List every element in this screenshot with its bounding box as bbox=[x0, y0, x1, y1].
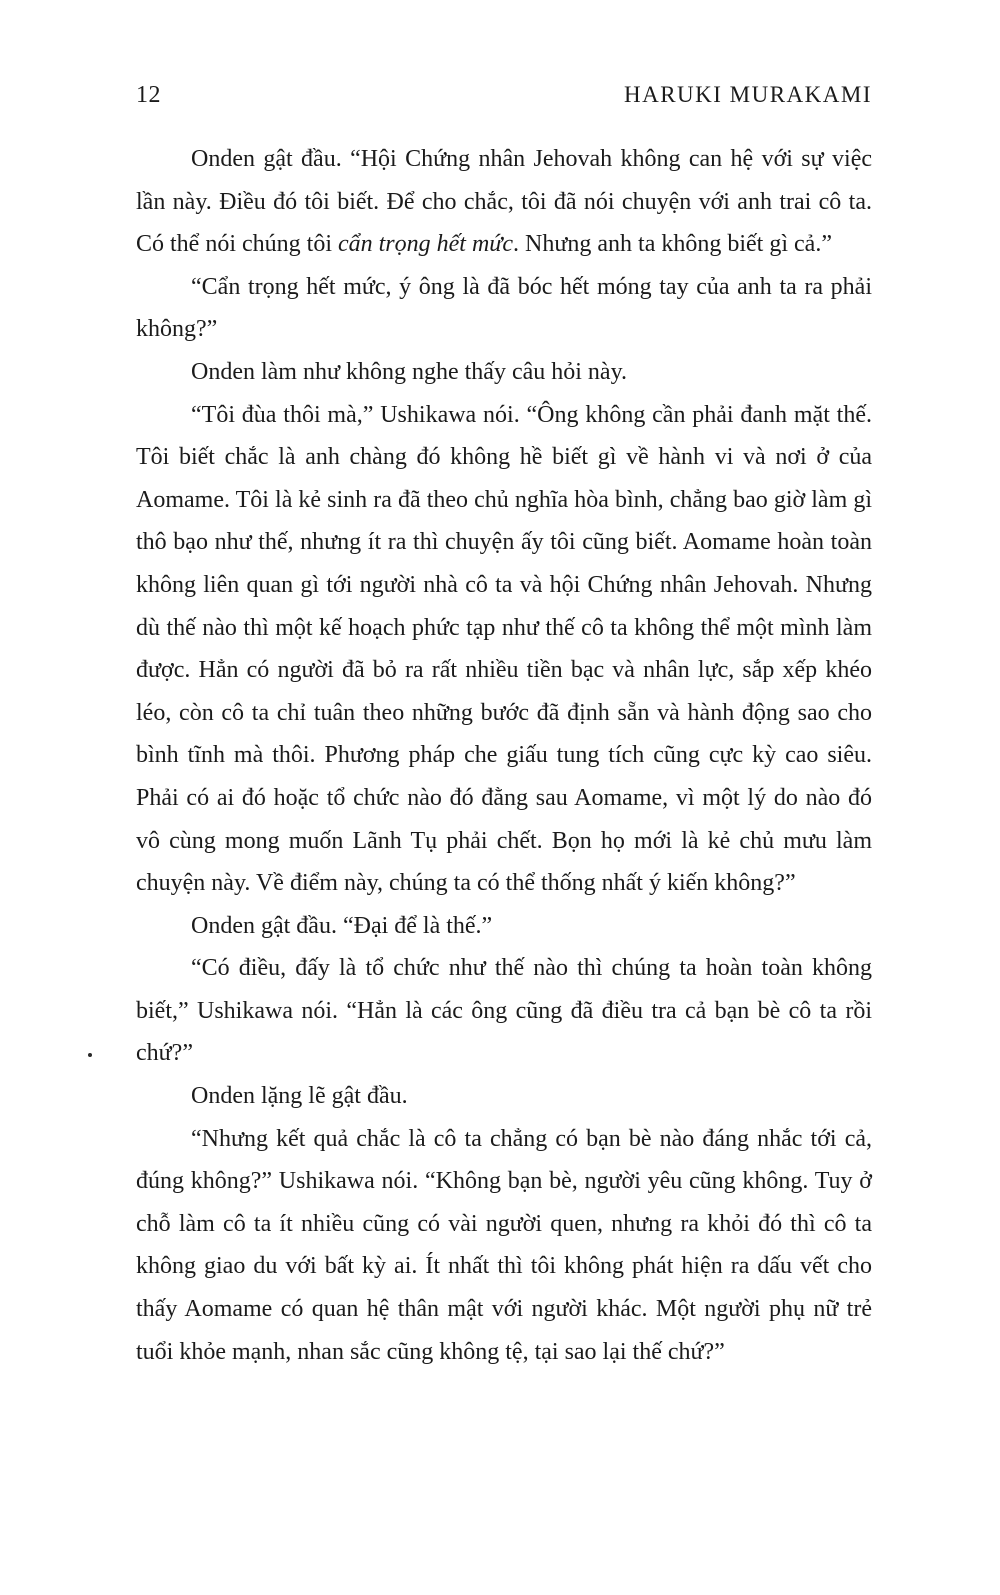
page-number: 12 bbox=[136, 82, 161, 108]
paragraph bbox=[136, 1118, 872, 1374]
text-run: . Nhưng anh ta không biết gì cả.” bbox=[513, 231, 832, 258]
paragraph bbox=[136, 351, 872, 394]
text-run: Onden làm như không nghe thấy câu hỏi này. bbox=[191, 358, 628, 385]
page-header bbox=[136, 82, 872, 109]
paragraph bbox=[136, 138, 872, 266]
text-run: “Tôi đùa thôi mà,” Ushikawa nói. “Ông không cần phải đanh mặt thế. Tôi biết chắc là anh chàng đó không hề biết gì về hành vi và nơi ở của Aomame. Tôi là kẻ sinh ra đã theo chủ nghĩa hòa bình, chẳng bao giờ làm gì thô bạo như thế, nhưng ít ra thì chuyện ấy tôi cũng biết. Aomame hoàn toàn không liên quan gì tới người nhà cô ta và hội Chứng nhân Jehovah. Nhưng dù thế nào thì một kế hoạch phức tạp như thế cô ta không thể một mình làm được. Hẳn có người đã bỏ ra rất nhiều tiền bạc và nhân lực, sắp xếp khéo léo, còn cô ta chỉ tuân theo những bước đã định sẵn và hành động sao cho bình tĩnh mà thôi. Phương pháp che giấu tung tích cũng cực kỳ cao siêu. Phải có ai đó hoặc tổ chức nào đó đằng sau Aomame, vì một lý do nào đó vô cùng mong muốn Lãnh Tụ phải chết. Bọn họ mới là kẻ chủ mưu làm chuyện này. Về điểm này, chúng ta có thể thống nhất ý kiến không?” bbox=[136, 401, 872, 897]
page-body bbox=[136, 138, 872, 1373]
paragraph bbox=[136, 394, 872, 905]
text-run: “Nhưng kết quả chắc là cô ta chẳng có bạn bè nào đáng nhắc tới cả, đúng không?” Ushikawa nói. “Không bạn bè, người yêu cũng không. Tuy ở chỗ làm cô ta ít nhiều cũng có vài người quen, nhưng ra khỏi đó thì cô ta không giao du với bất kỳ ai. Ít nhất thì tôi không phát hiện ra dấu vết cho thấy Aomame có quan hệ thân mật với người khác. Một người phụ nữ trẻ tuổi khỏe mạnh, nhan sắc cũng không tệ, tại sao lại thế chứ?” bbox=[136, 1125, 872, 1365]
text-run: “Cẩn trọng hết mức, ý ông là đã bóc hết móng tay của anh ta ra phải không?” bbox=[136, 273, 872, 343]
paragraph bbox=[136, 1075, 872, 1118]
text-run: “Có điều, đấy là tổ chức như thế nào thì chúng ta hoàn toàn không biết,” Ushikawa nói. “Hẳn là các ông cũng đã điều tra cả bạn bè cô ta rồi chứ?” bbox=[136, 955, 872, 1067]
text-run: Onden lặng lẽ gật đầu. bbox=[191, 1083, 408, 1110]
text-run: Onden gật đầu. “Hội Chứng nhân Jehovah không can hệ với sự việc lần này. Điều đó tôi biết. Để cho chắc, tôi đã nói chuyện với anh trai cô ta. Có thể nói chúng tôi bbox=[136, 146, 872, 258]
margin-mark bbox=[88, 1053, 92, 1057]
paragraph bbox=[136, 905, 872, 948]
paragraph bbox=[136, 947, 872, 1075]
italic-text: cẩn trọng hết mức bbox=[337, 231, 514, 258]
text-run: Onden gật đầu. “Đại để là thế.” bbox=[191, 912, 493, 939]
paragraph bbox=[136, 266, 872, 351]
running-header-author: HARUKI MURAKAMI bbox=[623, 82, 872, 107]
